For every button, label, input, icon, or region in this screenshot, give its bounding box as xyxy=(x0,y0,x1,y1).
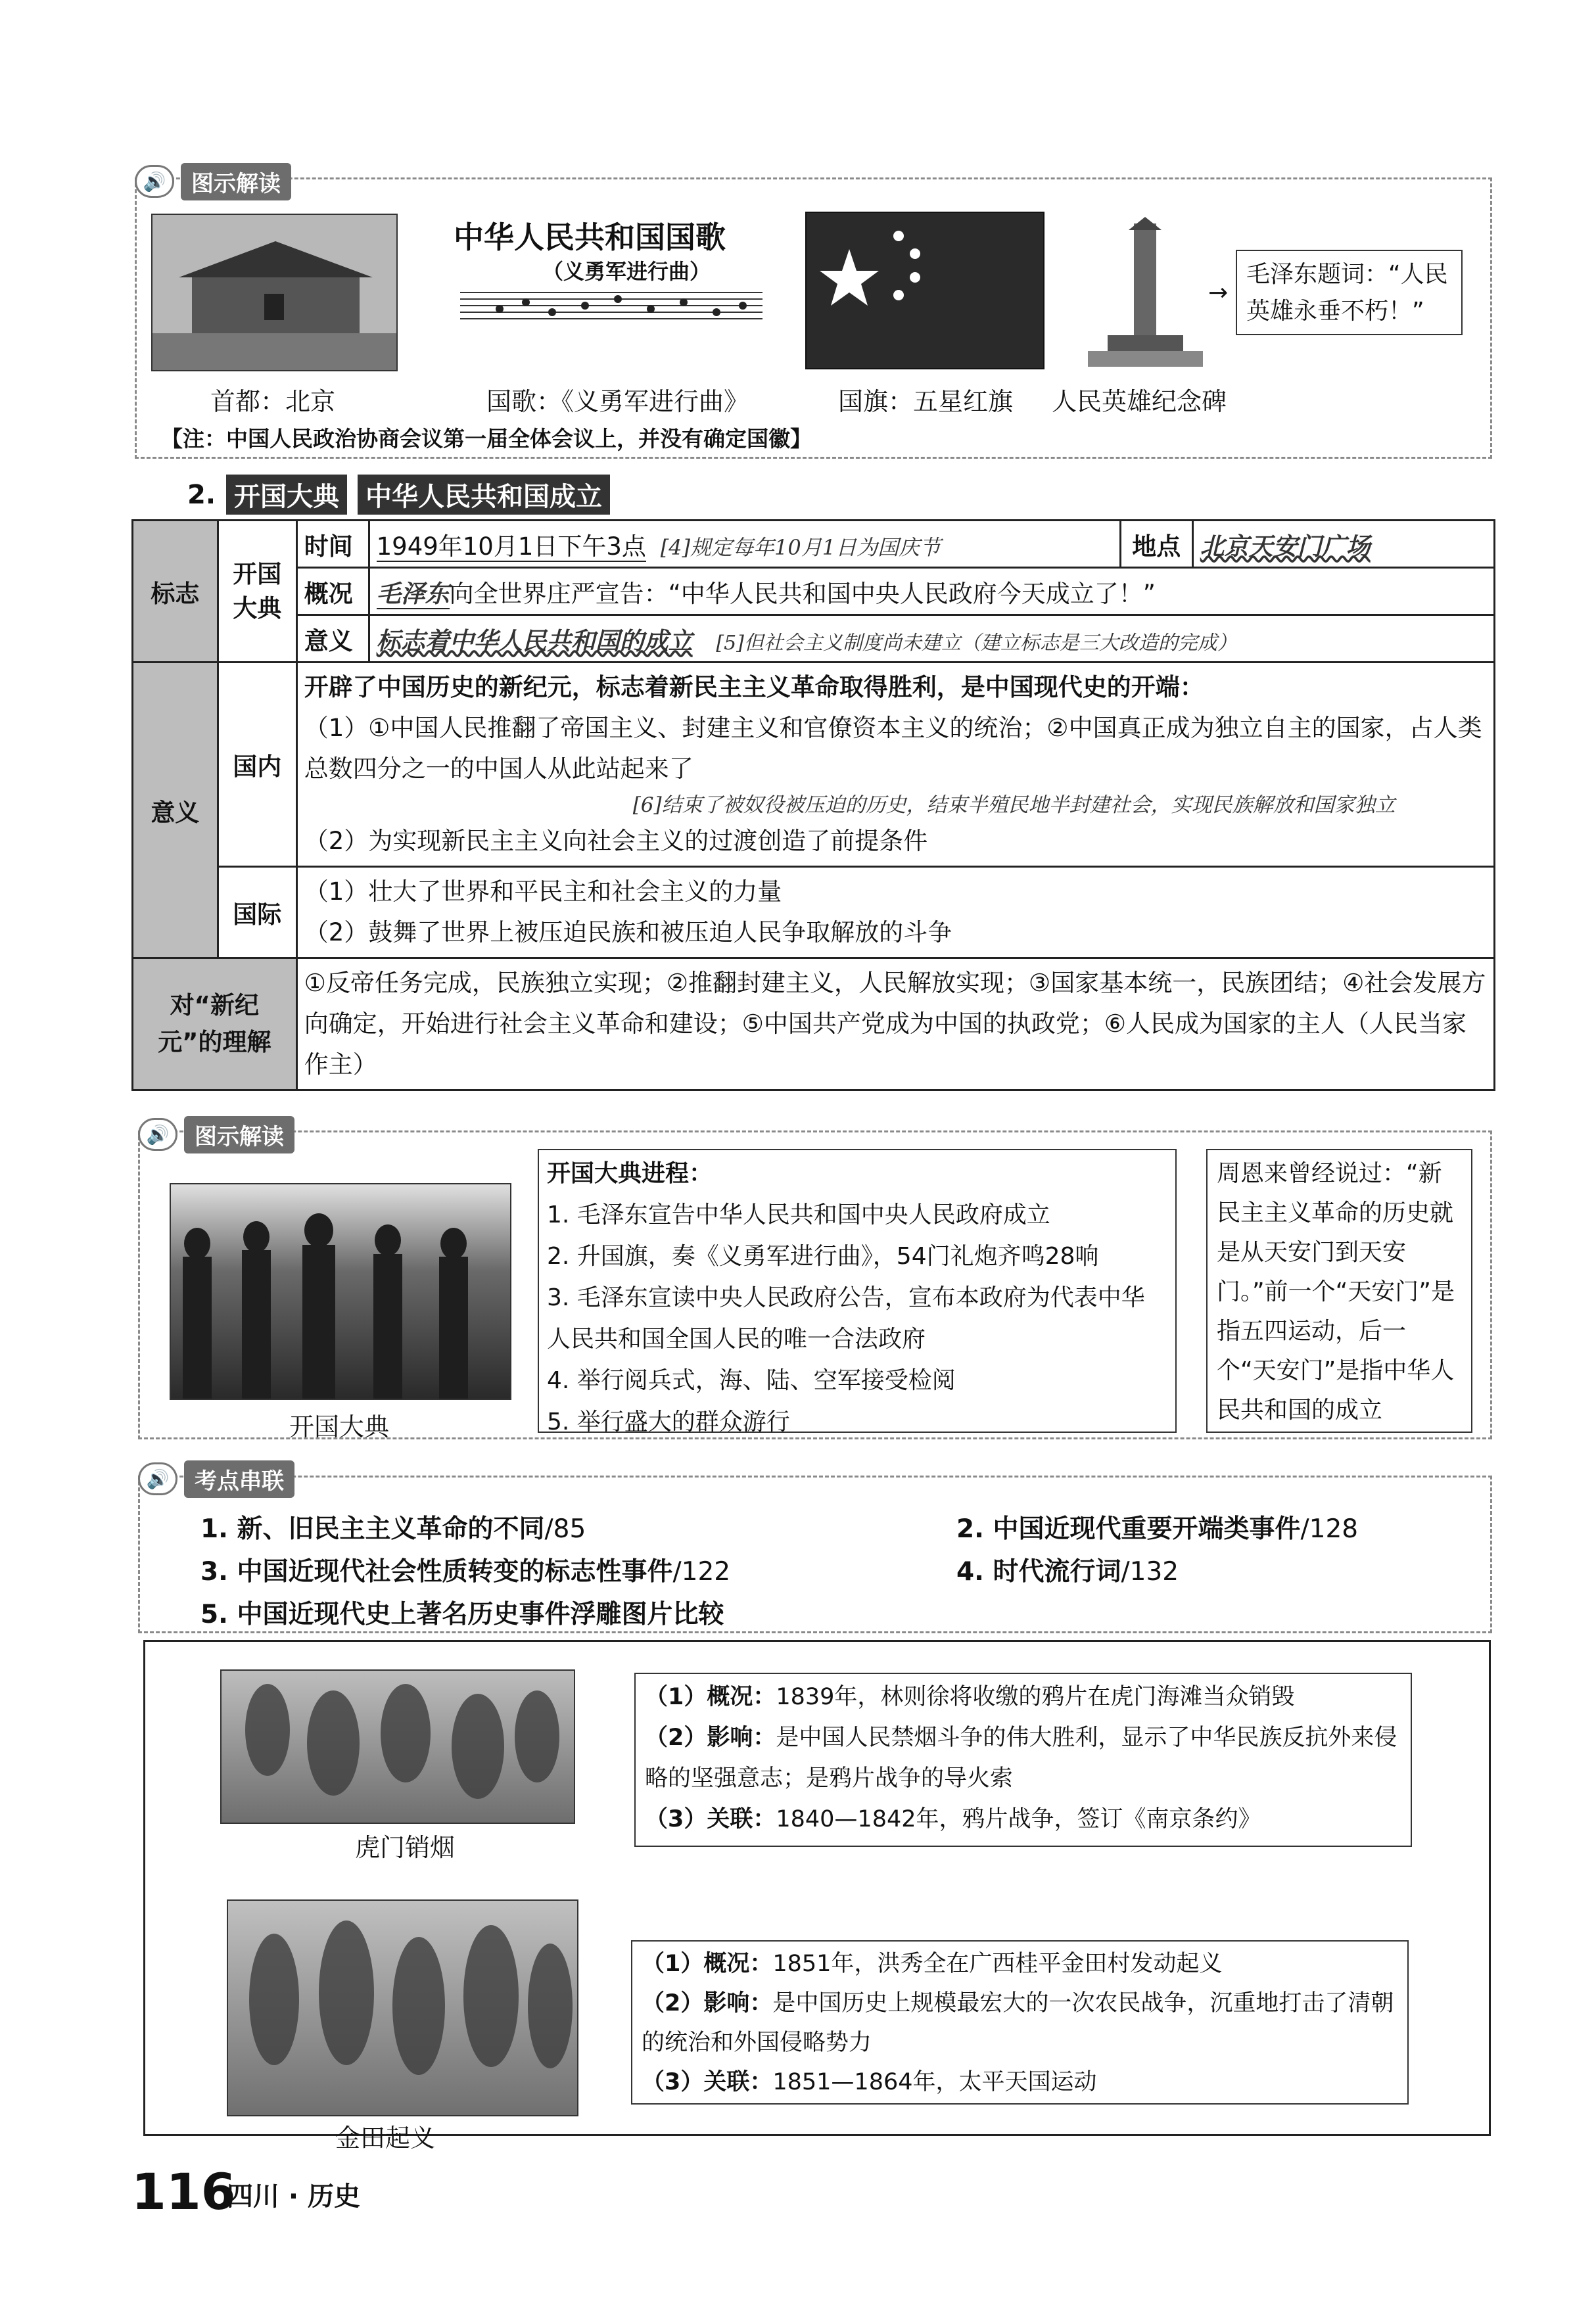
speaker-icon: 🔊 xyxy=(138,1462,177,1495)
ceremony-photo xyxy=(170,1183,511,1400)
anthem-title: 中华人民共和国国歌 xyxy=(454,220,726,255)
anthem-score xyxy=(460,279,763,365)
page-number: 116 xyxy=(131,2162,236,2221)
process-item-5: 5. 举行盛大的群众游行 xyxy=(547,1409,790,1435)
humen-info: （1）概况：1839年，林则徐将收缴的鸦片在虎门海滩当众销毁 （2）影响：是中国人民禁烟斗争的伟大胜利，显示了中华民族反抗外来侵略的坚强意志；是鸦片战争的导火索 （3）关联：1840—1842年，鸦片战争，签订《南京条约》 xyxy=(634,1673,1412,1847)
cell-shijian: 1949年10月1日下午3点 [4]规定每年10月1日为国庆节 xyxy=(369,521,1120,568)
caption-monument: 人民英雄纪念碑 xyxy=(1052,387,1227,416)
cell-gaikuang: 毛泽东向全世界庄严宣告：“中华人民共和国中央人民政府今天成立了！” xyxy=(369,568,1494,615)
monument-illustration xyxy=(1081,217,1206,367)
jintian-info: （1）概况：1851年，洪秀全在广西桂平金田村发动起义 （2）影响：是中国历史上规模最宏大的一次农民战争，沉重地打击了清朝的统治和外国侵略势力 （3）关联：1851—1864年，太平天国运动 xyxy=(631,1940,1409,2105)
section3-badge: 🔊 考点串联 xyxy=(138,1460,294,1497)
caption-flag: 国旗：五星红旗 xyxy=(838,387,1014,416)
tiananmen-photo xyxy=(151,214,398,371)
monument-photo xyxy=(1081,217,1206,367)
label-gaikuang: 概况 xyxy=(296,568,369,615)
footer-subject: 四川 · 历史 xyxy=(227,2181,361,2212)
caption-anthem: 国歌：《义勇军进行曲》 xyxy=(486,387,749,416)
jintian-caption: 金田起义 xyxy=(335,2124,436,2153)
cell-yiyi: 标志着中华人民共和国的成立 [5]但社会主义制度尚未建立（建立标志是三大改造的完成） xyxy=(369,615,1494,663)
cell-yiyi-main: 意义 xyxy=(133,663,218,958)
crowd-illustration xyxy=(171,1184,511,1400)
inscription-box: 毛泽东题词：“人民英雄永垂不朽！” xyxy=(1236,250,1463,335)
cell-kaiguo: 开国大典 xyxy=(218,521,296,663)
anthem-subtitle: （义勇军进行曲） xyxy=(542,259,711,284)
process-item-1: 1. 毛泽东宣告中华人民共和国中央人民政府成立 xyxy=(547,1201,1050,1228)
humen-relief xyxy=(220,1669,575,1824)
tiananmen-illustration xyxy=(153,215,398,371)
link-3[interactable]: 3. 中国近现代社会性质转变的标志性事件/122 xyxy=(200,1557,731,1587)
note-text: 【注：中国人民政治协商会议第一届全体会议上，并没有确定国徽】 xyxy=(161,426,812,452)
founding-table xyxy=(131,519,1495,1091)
link-4[interactable]: 4. 时代流行词/132 xyxy=(956,1557,1179,1587)
link-1[interactable]: 1. 新、旧民主主义革命的不同/85 xyxy=(200,1514,586,1544)
star-icon xyxy=(807,213,1043,368)
speaker-icon: 🔊 xyxy=(135,165,174,198)
cell-xinjiyuan-content: ①反帝任务完成，民族独立实现；②推翻封建主义，人民解放实现；③国家基本统一，民族团结；④社会发展方向确定，开始进行社会主义革命和建设；⑤中国共产党成为中国的执政党；⑥人民成为国家的主人（人民当家作主） xyxy=(296,958,1494,1090)
label-yiyi: 意义 xyxy=(296,615,369,663)
cell-guoji-content: （1）壮大了世界和平民主和社会主义的力量 （2）鼓舞了世界上被压迫民族和被压迫人民争取解放的斗争 xyxy=(296,867,1494,958)
national-flag xyxy=(805,212,1044,369)
cell-guonei-content: 开辟了中国历史的新纪元，标志着新民主主义革命取得胜利，是中国现代史的开端： （1）①中国人民推翻了帝国主义、封建主义和官僚资本主义的统治；②中国真正成为独立自主的国家，占人类总数四分之一的中国人从此站起来了 [6]结束了被奴役被压迫的历史，结束半殖民地半封建社会，实现民族解放和国家独立 （2）为实现新民主主义向社会主义的过渡创造了前提条件 xyxy=(296,663,1494,867)
process-item-2: 2. 升国旗，奏《义勇军进行曲》，54门礼炮齐鸣28响 xyxy=(547,1243,1099,1270)
humen-caption: 虎门销烟 xyxy=(355,1833,456,1862)
heading-2: 2. 开国大典 中华人民共和国成立 xyxy=(187,475,610,515)
cell-didian: 北京天安门广场 xyxy=(1192,521,1494,568)
label-shijian: 时间 xyxy=(296,521,369,568)
speaker-icon: 🔊 xyxy=(138,1118,177,1151)
cell-biaozhi: 标志 xyxy=(133,521,218,663)
relief-figures xyxy=(228,1901,578,2116)
label-didian: 地点 xyxy=(1120,521,1192,568)
ceremony-caption: 开国大典 xyxy=(289,1412,390,1441)
cell-xinjiyuan: 对“新纪元”的理解 xyxy=(133,958,297,1090)
link-5[interactable]: 5. 中国近现代史上著名历史事件浮雕图片比较 xyxy=(200,1600,724,1629)
process-item-3: 3. 毛泽东宣读中央人民政府公告，宣布本政府为代表中华人民共和国全国人民的唯一合法政府 xyxy=(547,1284,1145,1353)
cell-guonei: 国内 xyxy=(218,663,296,867)
quote-box: 周恩来曾经说过：“新民主主义革命的历史就是从天安门到天安门。”前一个“天安门”是指五四运动，后一个“天安门”是指中华人民共和国的成立 xyxy=(1206,1149,1472,1433)
caption-capital: 首都：北京 xyxy=(210,387,336,416)
process-item-4: 4. 举行阅兵式，海、陆、空军接受检阅 xyxy=(547,1367,956,1394)
relief-figures xyxy=(222,1671,575,1824)
jintian-relief xyxy=(227,1899,578,2116)
cell-guoji: 国际 xyxy=(218,867,296,958)
section1-badge: 🔊 图示解读 xyxy=(135,163,291,200)
link-2[interactable]: 2. 中国近现代重要开端类事件/128 xyxy=(956,1514,1359,1544)
process-box: 开国大典进程： 1. 毛泽东宣告中华人民共和国中央人民政府成立 2. 升国旗，奏《义勇军进行曲》，54门礼炮齐鸣28响 3. 毛泽东宣读中央人民政府公告，宣布本政府为代表中华人民共和国全国人民的唯一合法政府 4. 举行阅兵式，海、陆、空军接受检阅 5. 举行盛大的群众游行 xyxy=(538,1149,1177,1433)
section2-badge: 🔊 图示解读 xyxy=(138,1116,294,1153)
arrow-icon: → xyxy=(1208,279,1229,306)
